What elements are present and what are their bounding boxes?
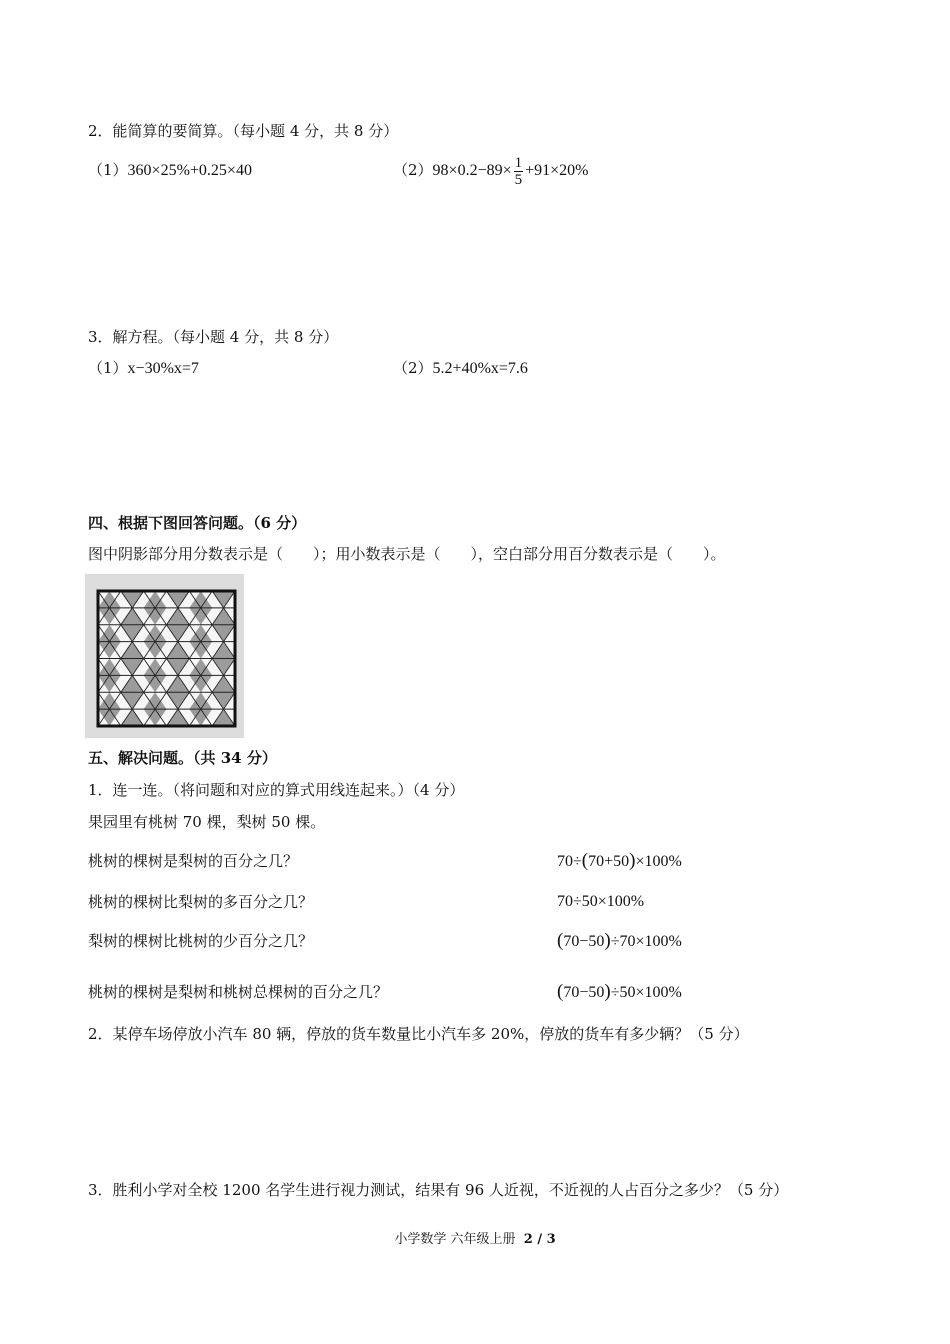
formula-part: 70−50 [563, 933, 605, 950]
s5-q2: 2．某停车场停放小汽车 80 辆，停放的货车数量比小汽车多 20%，停放的货车有多少辆？（5 分） [88, 1025, 749, 1043]
q3-part1-expression: x−30%x=7 [127, 360, 199, 377]
s5-q1-intro: 果园里有桃树 70 棵，梨树 50 棵。 [88, 813, 326, 831]
q2-part2-expression-b: +91×20% [525, 162, 589, 179]
q3-part1-label: （1） [88, 359, 128, 377]
q3-part1 [88, 358, 199, 379]
q2-part1-label: （1） [88, 161, 128, 179]
match-question-1: 桃树的棵树是梨树的百分之几？ [88, 852, 299, 870]
match-formula-3 [557, 931, 682, 952]
q2-title: 2．能简算的要简算。（每小题 4 分，共 8 分） [88, 122, 399, 140]
section4-title: 四、根据下图回答问题。（6 分） [88, 514, 307, 532]
match-question-3: 梨树的棵树比桃树的少百分之几？ [88, 932, 314, 950]
section5-title: 五、解决问题。（共 34 分） [88, 749, 277, 767]
match-formula-4 [557, 982, 682, 1003]
fraction-numerator: 1 [514, 154, 523, 171]
s5-q3: 3．胜利小学对全校 1200 名学生进行视力测试，结果有 96 人近视，不近视的人占百分之多少？（5 分） [88, 1181, 789, 1199]
formula-part: 70÷ [557, 853, 582, 870]
q2-part2-expression-a: 98×0.2−89× [432, 162, 512, 179]
q3-part2-label: （2） [393, 359, 433, 377]
q3-part2 [393, 358, 528, 379]
open-paren: ( [557, 981, 564, 1002]
section4-question: 图中阴影部分用分数表示是（ ）；用小数表示是（ ），空白部分用百分数表示是（ ）。 [88, 545, 726, 563]
match-question-4: 桃树的棵树是梨树和桃树总棵树的百分之几？ [88, 983, 389, 1001]
page-number: 2 / 3 [523, 1232, 556, 1247]
shaded-grid-svg [85, 574, 244, 738]
close-paren: ) [604, 930, 611, 951]
open-paren: ( [557, 930, 564, 951]
formula-part: 70−50 [563, 984, 605, 1001]
open-paren: ( [581, 850, 589, 871]
q2-part1 [88, 160, 252, 181]
q2-part2-label: （2） [393, 161, 433, 179]
close-paren: ) [604, 981, 611, 1002]
formula-part: 70+50 [588, 853, 630, 870]
fraction-denominator: 5 [514, 171, 523, 188]
formula-part: ÷50×100% [610, 984, 682, 1001]
formula-part: ÷70×100% [610, 933, 682, 950]
match-question-2: 桃树的棵树比梨树的多百分之几？ [88, 893, 314, 911]
match-formula-2: 70÷50×100% [557, 893, 645, 910]
s5-q1-title: 1．连一连。（将问题和对应的算式用线连起来。）（4 分） [88, 781, 465, 799]
match-formula-1 [557, 851, 682, 872]
page-footer [0, 1230, 950, 1250]
q2-part2 [393, 152, 589, 189]
q3-part2-expression: 5.2+40%x=7.6 [432, 360, 528, 377]
shaded-grid-figure [85, 574, 244, 738]
q2-part1-expression: 360×25%+0.25×40 [127, 162, 252, 179]
formula-part: ×100% [635, 853, 682, 870]
close-paren: ) [629, 850, 636, 871]
q3-title: 3．解方程。（每小题 4 分，共 8 分） [88, 328, 339, 346]
footer-text: 小学数学 六年级上册 [394, 1232, 516, 1247]
q2-part2-fraction [514, 155, 524, 188]
